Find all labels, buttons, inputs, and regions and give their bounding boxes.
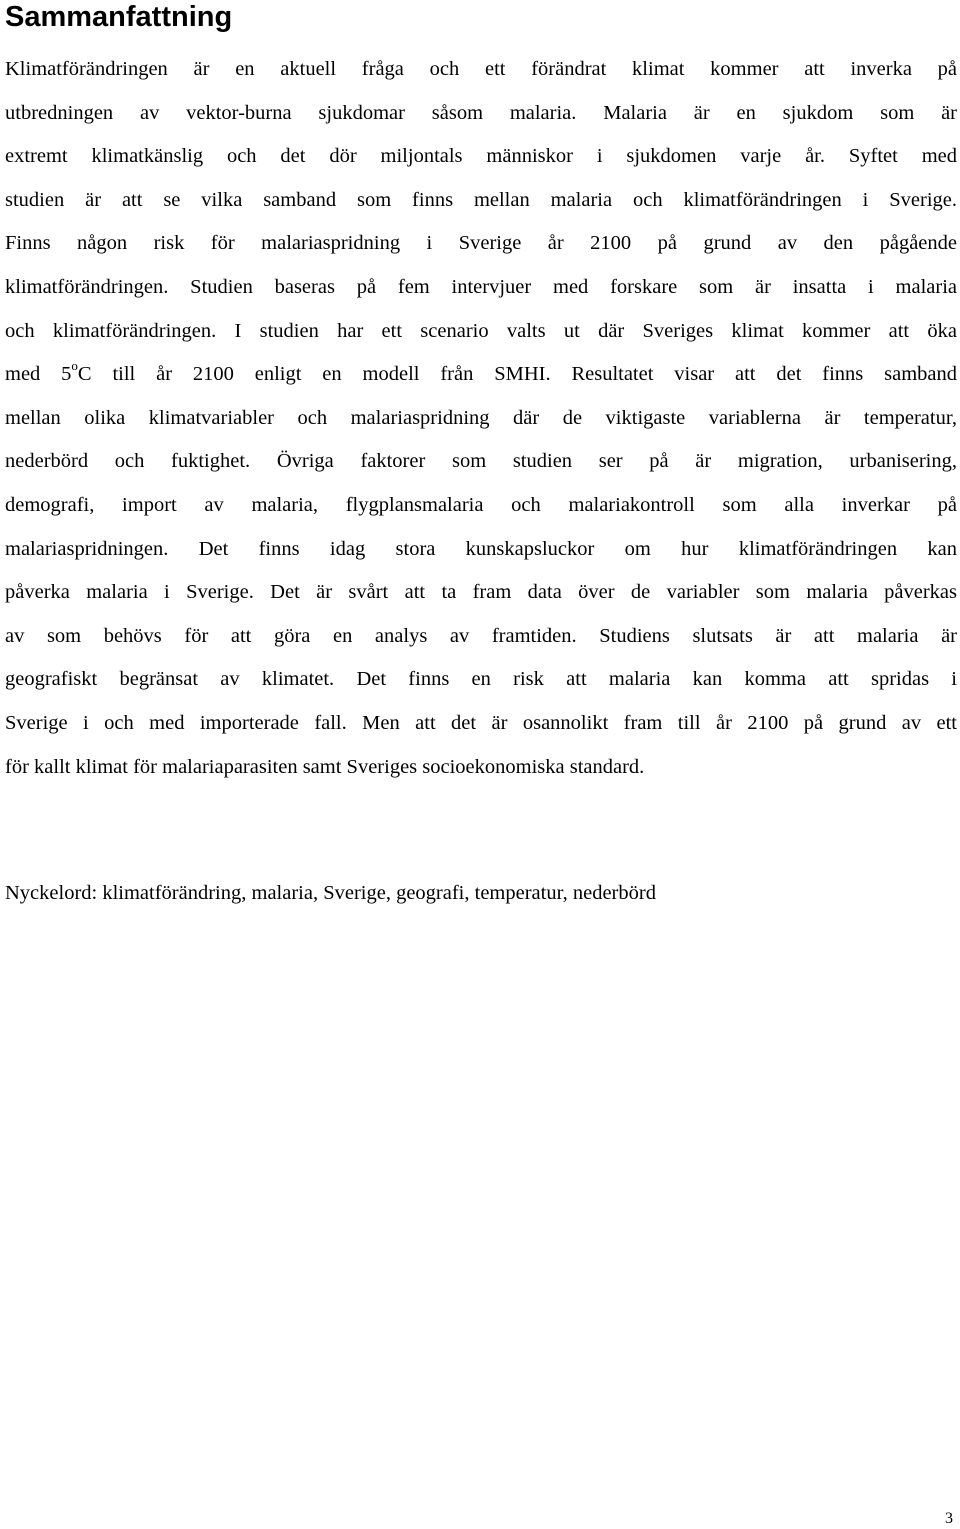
- page-number: 3: [945, 1510, 953, 1527]
- abstract-paragraph: [5, 48, 957, 789]
- abstract-line-text: studien är att se vilka samband som finns mellan malaria och klimatförändringen i Sverige.: [5, 188, 957, 211]
- abstract-line-text: mellan olika klimatvariabler och malariaspridning där de viktigaste variablerna är temperatur,: [5, 406, 957, 429]
- page-title: Sammanfattning: [5, 1, 233, 33]
- abstract-line: [5, 658, 957, 702]
- abstract-line: [5, 484, 957, 528]
- abstract-line: [5, 528, 957, 572]
- abstract-line: [5, 571, 957, 615]
- abstract-line-text: och klimatförändringen. I studien har ett scenario valts ut där Sveriges klimat kommer att öka: [5, 319, 957, 342]
- abstract-line-text: Sverige i och med importerade fall. Men att det är osannolikt fram till år 2100 på grund av ett: [5, 711, 957, 734]
- abstract-line: [5, 615, 957, 659]
- keywords-line: Nyckelord: klimatförändring, malaria, Sverige, geografi, temperatur, nederbörd: [5, 882, 656, 904]
- abstract-line-with-superscript: [5, 353, 957, 397]
- abstract-line: [5, 310, 957, 354]
- abstract-line-text: nederbörd och fuktighet. Övriga faktorer som studien ser på är migration, urbanisering,: [5, 450, 957, 473]
- abstract-line: [5, 397, 957, 441]
- abstract-line: [5, 746, 957, 790]
- abstract-line: [5, 48, 957, 92]
- abstract-line: [5, 179, 957, 223]
- abstract-line: [5, 702, 957, 746]
- degree-superscript: o: [71, 358, 78, 374]
- abstract-line-text: klimatförändringen. Studien baseras på fem intervjuer med forskare som är insatta i malaria: [5, 275, 957, 298]
- abstract-line: [5, 353, 957, 397]
- abstract-line: [5, 440, 957, 484]
- abstract-line-text: demografi, import av malaria, flygplansmalaria och malariakontroll som alla inverkar på: [5, 493, 957, 516]
- abstract-line-text: geografiskt begränsat av klimatet. Det finns en risk att malaria kan komma att spridas i: [5, 668, 957, 691]
- abstract-line-text: påverka malaria i Sverige. Det är svårt att ta fram data över de variabler som malaria påverkas: [5, 581, 957, 604]
- abstract-line-text: Finns någon risk för malariaspridning i Sverige år 2100 på grund av den pågående: [5, 232, 957, 255]
- abstract-line-text: utbredningen av vektor-burna sjukdomar såsom malaria. Malaria är en sjukdom som är: [5, 101, 957, 124]
- abstract-line: [5, 222, 957, 266]
- abstract-line: [5, 92, 957, 136]
- abstract-line-text-before: med 5: [5, 363, 72, 386]
- abstract-line-text: Klimatförändringen är en aktuell fråga och ett förändrat klimat kommer att inverka på: [5, 58, 957, 80]
- abstract-line-text-after: C till år 2100 enligt en modell från SMHI. Resultatet visar att det finns samband: [77, 363, 957, 386]
- abstract-line: [5, 135, 957, 179]
- abstract-line-text: malariaspridningen. Det finns idag stora kunskapsluckor om hur klimatförändringen kan: [5, 537, 957, 560]
- abstract-line-text: extremt klimatkänslig och det dör miljontals människor i sjukdomen varje år. Syftet med: [5, 145, 957, 168]
- abstract-line-text: för kallt klimat för malariaparasiten samt Sveriges socioekonomiska standard.: [5, 755, 645, 778]
- abstract-line: [5, 266, 957, 310]
- abstract-line-text: av som behövs för att göra en analys av framtiden. Studiens slutsats är att malaria är: [5, 624, 957, 647]
